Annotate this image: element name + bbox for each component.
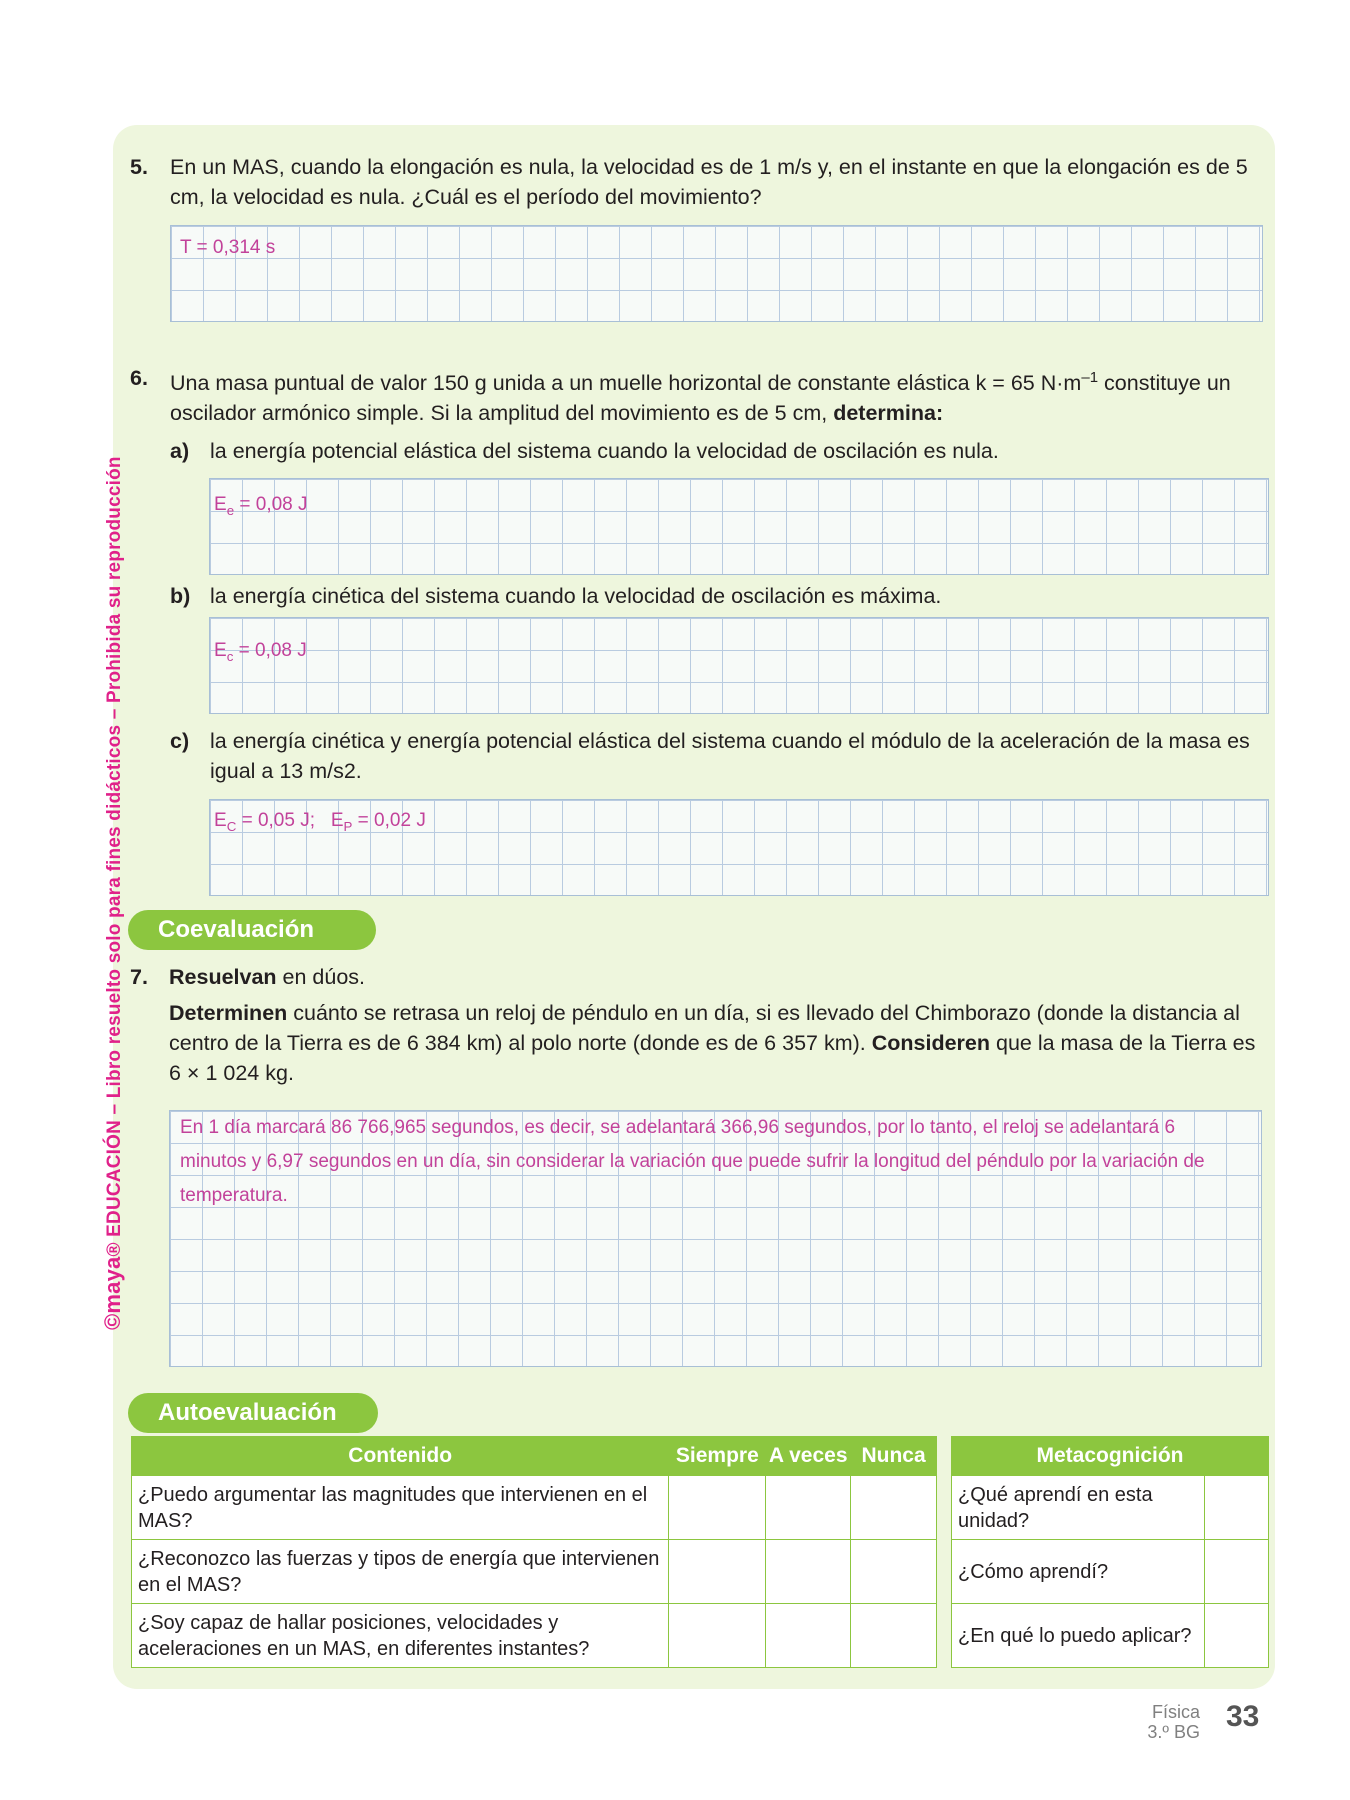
q7-number: 7. xyxy=(130,965,148,989)
header-a-veces: A veces xyxy=(766,1437,851,1476)
q6c-answer xyxy=(214,804,426,844)
footer-grade: 3.º BG xyxy=(1147,1722,1200,1742)
q5-text: En un MAS, cuando la elongación es nula, la velocidad es de 1 m/s y, en el instante en que la elongación es de 5 cm, la velocidad es nula. ¿Cuál es el período del movimiento? xyxy=(170,155,1248,209)
meta-row-3: ¿En qué lo puedo aplicar? xyxy=(952,1604,1205,1668)
page-number: 33 xyxy=(1226,1700,1260,1733)
q7-line1-bold: Resuelvan xyxy=(169,965,277,989)
footer-subject-name: Física xyxy=(1151,1702,1200,1722)
q5-number: 5. xyxy=(130,155,148,179)
footer-subject xyxy=(1147,1702,1200,1742)
row-3-siempre-cell[interactable] xyxy=(669,1604,766,1668)
q6-text-part: Una masa puntual de valor 150 g unida a un muelle horizontal de constante elástica k = 65 N·m xyxy=(170,371,1082,396)
q6b-answer-subscript: c xyxy=(226,648,234,664)
q7-line1-rest: en dúos. xyxy=(276,965,366,989)
header-metacognicion: Metacognición xyxy=(952,1437,1269,1476)
q6b-answer xyxy=(214,634,307,674)
q6a-text: la energía potencial elástica del sistema cuando la velocidad de oscilación es nula. xyxy=(210,439,999,463)
row-2-contenido: ¿Reconozco las fuerzas y tipos de energía que intervienen en el MAS? xyxy=(132,1540,669,1604)
row-2-a-veces-cell[interactable] xyxy=(766,1540,851,1604)
q6-number: 6. xyxy=(130,366,148,390)
q6c-answer-ep-subscript: P xyxy=(343,818,353,834)
q6c-answer-ep-value: = 0,02 J xyxy=(352,810,426,831)
brand-label: ©maya xyxy=(100,1256,125,1330)
copyright-label: ® EDUCACIÓN – Libro resuelto solo para fines didácticos – Prohibida su reproducción xyxy=(104,456,125,1257)
q6b-answer-symbol: E xyxy=(214,640,227,661)
q5-answer-grid[interactable] xyxy=(170,225,1263,322)
row-1-contenido: ¿Puedo argumentar las magnitudes que intervienen en el MAS? xyxy=(132,1476,669,1540)
q6b-label: b) xyxy=(170,584,191,608)
table-row xyxy=(132,1476,937,1540)
q6b-answer-grid[interactable] xyxy=(209,617,1269,714)
meta-row-1-answer-cell[interactable] xyxy=(1205,1476,1269,1540)
row-2-siempre-cell[interactable] xyxy=(669,1540,766,1604)
meta-row-1: ¿Qué aprendí en esta unidad? xyxy=(952,1476,1205,1540)
q5-answer: T = 0,314 s xyxy=(180,237,276,258)
row-1-a-veces-cell[interactable] xyxy=(766,1476,851,1540)
table-row xyxy=(952,1476,1269,1540)
table-row xyxy=(132,1604,937,1668)
meta-row-3-answer-cell[interactable] xyxy=(1205,1604,1269,1668)
row-3-contenido: ¿Soy capaz de hallar posiciones, velocidades y aceleraciones en un MAS, en diferentes instantes? xyxy=(132,1604,669,1668)
row-1-siempre-cell[interactable] xyxy=(669,1476,766,1540)
table-row xyxy=(952,1604,1269,1668)
q7-text-1: cuánto se retrasa un reloj de péndulo en un día, si es llevado del Chimborazo (donde la distancia al centro de la Tierra es de 6 384 km) al polo norte (donde es de 6 357 km). xyxy=(169,1001,1240,1055)
meta-row-2-answer-cell[interactable] xyxy=(1205,1540,1269,1604)
row-2-nunca-cell[interactable] xyxy=(851,1540,937,1604)
row-1-nunca-cell[interactable] xyxy=(851,1476,937,1540)
table-row xyxy=(132,1540,937,1604)
q7-text xyxy=(169,998,1267,1088)
q6-text-part-2: constituye un oscilador armónico simple. Si la amplitud del movimiento es de 5 cm, xyxy=(170,371,1231,426)
row-3-a-veces-cell[interactable] xyxy=(766,1604,851,1668)
header-siempre: Siempre xyxy=(669,1437,766,1476)
header-nunca: Nunca xyxy=(851,1437,937,1476)
q6c-answer-ec-symbol: E xyxy=(214,810,227,831)
q6c-answer-ec-subscript: C xyxy=(226,818,237,834)
q6a-label: a) xyxy=(170,439,190,463)
q6a-answer-grid[interactable] xyxy=(209,478,1269,575)
q6b-answer-value: = 0,08 J xyxy=(233,640,307,661)
q6b-text: la energía cinética del sistema cuando la velocidad de oscilación es máxima. xyxy=(210,584,942,608)
q6a-answer-symbol: E xyxy=(214,494,227,515)
q6-exponent: –1 xyxy=(1081,369,1099,386)
q6-text xyxy=(170,363,1265,428)
q7-verb-2: Consideren xyxy=(871,1031,991,1055)
autoevaluacion-table xyxy=(131,1436,937,1668)
q6c-answer-ec-value: = 0,05 J; xyxy=(236,810,315,831)
q6a-answer-subscript: e xyxy=(226,502,235,518)
q7-answer: En 1 día marcará 86 766,965 segundos, es decir, se adelantará 366,96 segundos, por lo tanto, el reloj se adelantará 6 minutos y 6,97 segundos en un día, sin considerar la variación que puede sufrir la longitud del péndulo por la variación de temperatura. xyxy=(180,1117,1205,1206)
q7-verb-1: Determinen xyxy=(169,1001,288,1025)
autoevaluacion-heading: Autoevaluación xyxy=(128,1393,378,1433)
q7-line1 xyxy=(169,962,365,992)
table-row xyxy=(952,1540,1269,1604)
meta-row-2: ¿Cómo aprendí? xyxy=(952,1540,1205,1604)
metacognicion-table xyxy=(951,1436,1269,1668)
q6a-answer-value: = 0,08 J xyxy=(234,494,308,515)
copyright-vertical-text xyxy=(100,456,126,1330)
q7-text-2: que la masa de la Tierra es 6 × 1 024 kg. xyxy=(169,1031,1256,1085)
q6-instruction: determina: xyxy=(833,401,944,426)
q6c-text: la energía cinética y energía potencial elástica del sistema cuando el módulo de la aceleración de la masa es igual a 13 m/s2. xyxy=(210,729,1250,783)
q6c-answer-ep-symbol: E xyxy=(330,810,344,831)
q6a-answer xyxy=(214,488,308,528)
header-contenido: Contenido xyxy=(132,1437,669,1476)
q6c-label: c) xyxy=(170,729,190,753)
coevaluacion-heading: Coevaluación xyxy=(128,910,376,950)
row-3-nunca-cell[interactable] xyxy=(851,1604,937,1668)
